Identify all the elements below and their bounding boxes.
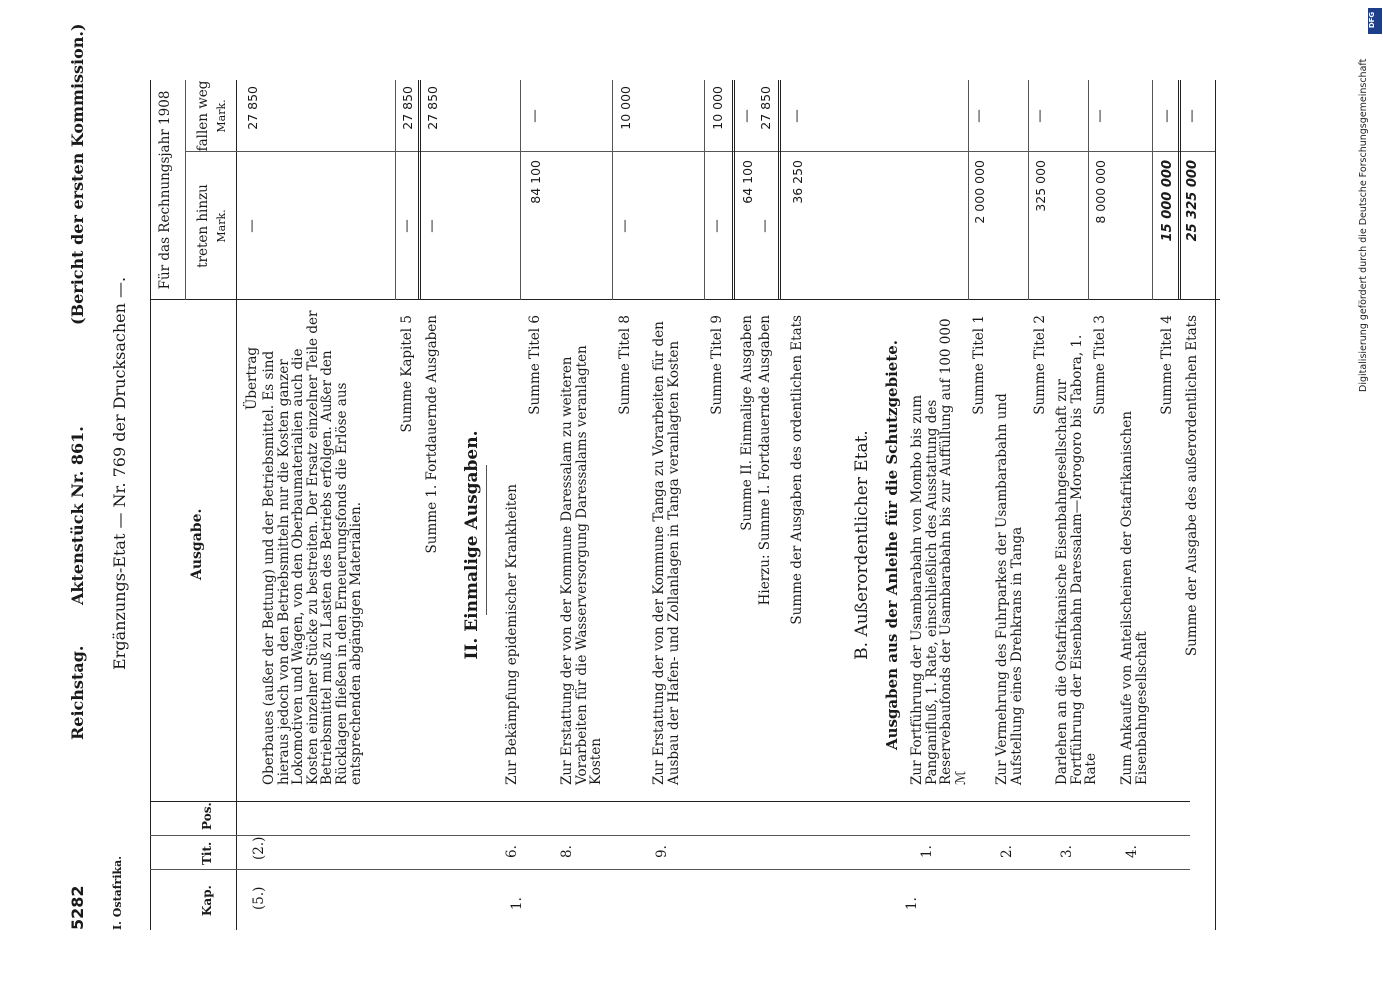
col-rule-ausgabe bbox=[150, 299, 1220, 300]
uebertrag-hinzu: — bbox=[244, 219, 260, 233]
col-head-year: Für das Rechnungsjahr 1908 bbox=[157, 90, 173, 290]
b-item2-weg: — bbox=[1032, 109, 1048, 123]
b-item1-weg: — bbox=[971, 109, 987, 123]
col-head-hinzu-unit: Mark. bbox=[215, 209, 228, 243]
hierzu-label: Hierzu: Summe I. Fortdauernde Ausgaben bbox=[757, 315, 773, 606]
ii-item3-summe: Summe Titel 9 bbox=[709, 315, 725, 415]
summe-titel1-label: Summe 1. Fortdauernde Ausgaben bbox=[424, 315, 440, 554]
b-item2-summe: Summe Titel 2 bbox=[1032, 315, 1048, 415]
hierzu-weg: 27 850 bbox=[758, 86, 773, 130]
ii-item1-rule bbox=[520, 80, 521, 300]
uebertrag-label: Übertrag bbox=[244, 346, 260, 410]
ii-item2-summe: Summe Titel 8 bbox=[617, 315, 633, 415]
region-label: I. Ostafrika. bbox=[111, 855, 124, 930]
col-head-tit: Tit. bbox=[200, 841, 214, 865]
section-ii-kap: 1. bbox=[509, 897, 525, 910]
ii-item1-weg: — bbox=[527, 109, 543, 123]
summe-ao-rule bbox=[1178, 80, 1181, 300]
summe-kapitel5-hinzu: — bbox=[399, 219, 415, 233]
b-item2-tit: 2. bbox=[999, 845, 1015, 858]
ii-item3-hinzu: — bbox=[709, 219, 725, 233]
col-rule-tit bbox=[150, 835, 1190, 836]
ii-item3-tit: 9. bbox=[654, 845, 670, 858]
b-item4-text: Zum Ankaufe von Anteilscheinen der Ostafrikanischen Eisenbahngesellschaft bbox=[1119, 411, 1150, 785]
summe-titel1-hinzu: — bbox=[424, 219, 440, 233]
ii-item3-text: Zur Erstattung der von der Kommune Tanga zu Vorarbeiten für den Ausbau der Hafen- und Zollanlagen in Tanga veranlagten Kosten bbox=[651, 321, 682, 785]
hierzu-hinzu: — bbox=[757, 219, 773, 233]
section-a-text: Oberbaues (außer der Bettung) und der Betriebsmittel. Es sind hieraus jedoch von den Betriebsmitteln nur die Kosten ganzer Lokomotiven und Wagen, von den Oberbaumaterialien auch die Kosten einzelner Stücke zu bestreiten. Der Ersatz einzelner Teile der Betriebsmittel muß zu Lasten des Betriebs erfolgen. Außer den Rücklagen fließen in den Erneuerungsfonds die Erlöse aus entsprechenden abgängigen Materialien. bbox=[261, 310, 364, 785]
col-head-kap: Kap. bbox=[200, 885, 214, 916]
section-b-heading: B. Außerordentlicher Etat. bbox=[852, 430, 872, 660]
table-head-rule bbox=[236, 80, 237, 930]
col-rule-hinzu bbox=[185, 151, 1215, 152]
b-item3-weg: — bbox=[1092, 109, 1108, 123]
uebertrag-weg: 27 850 bbox=[245, 86, 260, 130]
header-right: (Bericht der ersten Kommission.) bbox=[68, 23, 87, 325]
dfg-stamp-text: Digitalisierung gefördert durch die Deutsche Forschungsgemeinschaft bbox=[1358, 58, 1369, 392]
header-center: Aktenstück Nr. 861. bbox=[68, 426, 87, 605]
col-rule-pos bbox=[150, 801, 1190, 802]
b-item3-tit: 3. bbox=[1059, 845, 1075, 858]
summe-titel1-weg: 27 850 bbox=[425, 86, 440, 130]
dfg-logo: DFG bbox=[1368, 8, 1382, 34]
summe-ord-weg: — bbox=[789, 109, 805, 123]
summe-kapitel5-label: Summe Kapitel 5 bbox=[399, 315, 415, 433]
ii-item1-summe: Summe Titel 6 bbox=[527, 315, 543, 415]
b-item4-rule bbox=[1152, 80, 1153, 300]
year-group-rule bbox=[185, 80, 186, 300]
b-item1-summe: Summe Titel 1 bbox=[971, 315, 987, 415]
ii-item1-hinzu: 84 100 bbox=[528, 160, 543, 204]
col-head-ausgabe: Ausgabe. bbox=[189, 508, 205, 580]
rule-kap5 bbox=[395, 80, 396, 300]
b-item4-summe: Summe Titel 4 bbox=[1159, 315, 1175, 415]
section-ii-heading: II. Einmalige Ausgaben. bbox=[462, 430, 482, 660]
rule-titel1 bbox=[418, 80, 421, 300]
b-item4-tit: 4. bbox=[1124, 845, 1140, 858]
b-item3-rule bbox=[1088, 80, 1089, 300]
summe-ao-label: Summe der Ausgabe des außerordentlichen Etats bbox=[1184, 315, 1200, 657]
ii-item2-weg: 10 000 bbox=[618, 86, 633, 130]
summe-ii-weg: — bbox=[739, 109, 755, 123]
summe-ord-rule bbox=[778, 80, 781, 300]
b-item3-hinzu: 8 000 000 bbox=[1093, 160, 1108, 224]
ii-item2-tit: 8. bbox=[559, 845, 575, 858]
table-top-rule bbox=[150, 80, 151, 930]
b-item2-text: Zur Vermehrung des Fuhrparkes der Usambarabahn und Aufstellung eines Drehkrans in Tanga bbox=[994, 393, 1025, 785]
ii-item2-hinzu: — bbox=[617, 219, 633, 233]
col-rule-kap bbox=[150, 869, 1190, 870]
table-bottom-rule bbox=[1215, 80, 1216, 930]
col-head-hinzu: treten hinzu bbox=[195, 184, 211, 268]
b-item1-tit: 1. bbox=[919, 845, 935, 858]
ii-item2-rule bbox=[612, 80, 613, 300]
b-item4-weg: — bbox=[1159, 109, 1175, 123]
summe-ii-label: Summe II. Einmalige Ausgaben bbox=[739, 315, 755, 531]
summe-ord-hinzu: 36 250 bbox=[790, 160, 805, 204]
section-b-kap: 1. bbox=[904, 897, 920, 910]
summe-kapitel5-weg: 27 850 bbox=[400, 86, 415, 130]
summe-ii-rule bbox=[732, 80, 735, 300]
summe-ii-hinzu: 64 100 bbox=[740, 160, 755, 204]
summe-ao-weg: — bbox=[1184, 109, 1200, 123]
kap-5: (5.) bbox=[251, 886, 267, 910]
col-head-weg-unit: Mark. bbox=[215, 99, 228, 133]
ii-item3-rule bbox=[704, 80, 705, 300]
col-head-pos: Pos. bbox=[200, 802, 214, 830]
ii-item1-text: Zur Bekämpfung epidemischer Krankheiten bbox=[504, 484, 520, 785]
ii-item2-text: Zur Erstattung der von der Kommune Daressalam zu weiteren Vorarbeiten für die Wasserversorgung Daressalams veranlagten Kosten bbox=[559, 345, 604, 785]
b-item4-hinzu: 15 000 000 bbox=[1160, 160, 1175, 242]
pos-2: (2.) bbox=[251, 836, 267, 860]
b-item2-hinzu: 325 000 bbox=[1033, 160, 1048, 212]
b-item1-text: Zur Fortführung der Usambarabahn von Mombo bis zum Panganifluß, 1. Rate, einschließlich des Ausstattung des Reservebaufonds der Usambarabahn bis zur Auffüllung auf 100 000 ℳ bbox=[909, 318, 969, 785]
summe-ao-hinzu: 25 325 000 bbox=[1185, 160, 1200, 242]
ii-item3-weg: 10 000 bbox=[710, 86, 725, 130]
b-item2-rule bbox=[1028, 80, 1029, 300]
b-item1-hinzu: 2 000 000 bbox=[972, 160, 987, 224]
b-item1-rule bbox=[968, 80, 969, 300]
b-item3-summe: Summe Titel 3 bbox=[1092, 315, 1108, 415]
subheader-title: Ergänzungs-Etat — Nr. 769 der Drucksachen —. bbox=[110, 276, 129, 670]
col-head-weg: fallen weg bbox=[195, 80, 211, 152]
header-left: Reichstag. bbox=[68, 645, 87, 740]
summe-ord-label: Summe der Ausgaben des ordentlichen Etats bbox=[789, 315, 805, 625]
ii-item1-tit: 6. bbox=[504, 845, 520, 858]
section-ii-underline bbox=[486, 465, 487, 615]
page-number: 5282 bbox=[68, 885, 87, 930]
b-item3-text: Darlehen an die Ostafrikanische Eisenbahngesellschaft zur Fortführung der Eisenbahn Daressalam—Morogoro bis Tabora, 1. Rate bbox=[1054, 334, 1099, 785]
section-b-subheading: Ausgaben aus der Anleihe für die Schutzgebiete. bbox=[883, 339, 901, 751]
